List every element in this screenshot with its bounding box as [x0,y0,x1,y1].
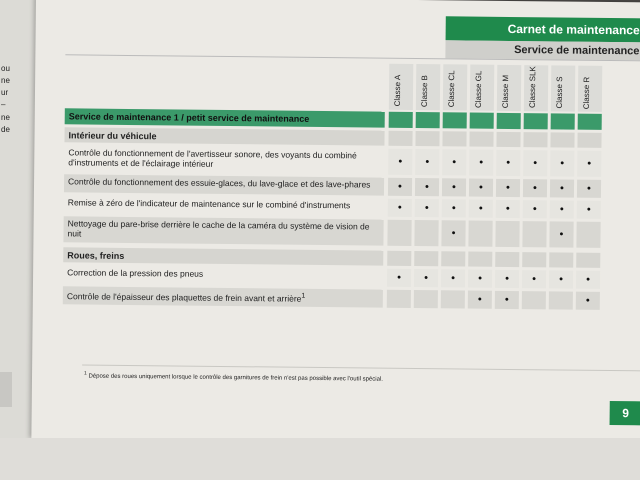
row-label [63,265,383,286]
column-header-label: Classe B [419,75,430,108]
check-cell [495,270,519,288]
footnote-marker: 1 [84,370,87,377]
check-cell [549,221,573,247]
check-dot: • [398,155,403,168]
row-label-text: Intérieur du véhicule [68,130,157,142]
check-cell [523,150,547,176]
table-row [63,216,635,248]
check-cell [576,222,600,248]
check-cell [496,150,520,176]
check-cell [388,149,412,175]
check-cell [443,112,467,128]
check-cell [469,150,493,176]
check-dot: • [477,293,482,306]
column-header-label: Classe A [392,75,403,107]
check-cell [576,292,600,310]
check-cell [549,252,573,267]
row-label-text: Correction de la pression des pneus [67,267,204,279]
check-cell [469,179,493,197]
check-dot: • [532,203,537,216]
check-dot: • [506,181,511,194]
check-cell [550,132,574,147]
row-label [63,216,383,245]
row-label [64,145,384,174]
left-page-fragment: de [1,125,10,134]
check-dot: • [559,273,564,286]
check-cell [550,200,574,218]
check-cell [550,179,574,197]
check-dot: • [451,202,456,215]
check-dot: • [398,180,403,193]
check-dot: • [478,202,483,215]
check-cell [551,113,575,129]
check-dot: • [478,272,483,285]
check-cell [389,112,413,128]
check-cell [415,178,439,196]
check-dot: • [559,228,564,241]
check-cell [468,252,492,267]
check-cell [388,131,412,146]
check-cell [387,251,411,266]
row-label-text: Contrôle du fonctionnement des essuie-glaces, du lave-glace et des lave-phares [68,176,371,190]
check-cell [387,220,411,246]
check-dot: • [397,271,402,284]
check-dot: • [533,182,537,195]
table-row [64,145,636,177]
check-dot: • [424,202,429,215]
left-page-fragment: – [1,100,6,109]
column-header [578,66,602,112]
footnote-text: Dépose des roues uniquement lorsque le contrôle des garnitures de frein n'est pas possible avec l'outil spécial. [88,373,383,383]
column-header-label: Classe SLK [527,66,538,109]
check-dot: • [585,294,590,307]
check-cell [388,199,412,217]
check-dot: • [506,156,511,169]
check-cell [442,199,466,217]
check-cell [470,113,494,129]
check-dot: • [532,273,537,286]
row-label-text: Roues, freins [67,250,125,261]
check-cell [578,114,602,130]
check-cell [441,251,465,266]
check-cell [442,149,466,175]
left-page-grey-box [0,372,12,407]
check-dot: • [586,203,591,216]
maintenance-table [65,60,637,307]
check-cell [522,291,546,309]
row-label-text: Service de maintenance 1 / petit service de maintenance [68,111,310,124]
left-page-fragment: ou [1,64,10,73]
check-cell [415,149,439,175]
check-cell [495,252,519,267]
check-cell [414,290,438,308]
check-cell [414,269,438,287]
header-subtitle: Service de maintenance [445,40,640,60]
check-cell [442,178,466,196]
left-page-fragment: ur [1,88,9,97]
footnote-reference: 1 [301,291,306,300]
column-header [470,65,494,111]
check-cell [496,200,520,218]
column-header [389,64,413,110]
table-row [64,195,636,219]
check-cell [576,271,600,289]
check-cell [388,178,412,196]
check-cell [549,291,573,309]
table-title-row [65,108,637,130]
check-cell [468,291,492,309]
check-cell [414,251,438,266]
check-dot: • [533,157,538,170]
check-dot: • [479,181,484,194]
footnote [84,371,484,384]
check-dot: • [452,156,457,169]
row-label-text: Remise à zéro de l'indicateur de maintenance sur le combiné d'instruments [67,197,351,211]
check-cell [441,269,465,287]
check-dot: • [424,272,429,285]
check-dot: • [587,182,591,195]
check-cell [522,270,546,288]
check-cell [415,131,439,146]
check-dot: • [425,181,430,194]
check-cell [496,132,520,147]
check-cell [550,150,574,176]
column-header-label: Classe M [500,74,511,108]
check-cell [496,179,520,197]
column-header [497,65,521,111]
check-cell [523,200,547,218]
check-cell [524,113,548,129]
check-dot: • [560,157,565,170]
check-cell [387,290,411,308]
check-cell [468,221,492,247]
check-dot: • [586,273,591,286]
check-cell [577,180,601,198]
check-cell [469,200,493,218]
table-row [63,265,635,289]
check-cell [441,220,465,246]
column-header-label: Classe CL [446,70,457,108]
column-header-label: Classe R [581,76,592,109]
check-cell [549,270,573,288]
column-header [416,64,440,110]
check-dot: • [504,293,509,306]
check-dot: • [451,272,456,285]
section-heading-row [63,247,635,268]
column-header [551,65,575,111]
check-cell [577,151,601,177]
page-number: 9 [610,401,640,425]
row-label [63,247,383,265]
check-cell [577,133,601,148]
header-title: Carnet de maintenance [446,16,640,42]
check-dot: • [505,202,510,215]
check-cell [468,270,492,288]
table-surface [0,438,640,480]
table-row [63,286,635,310]
check-cell [387,269,411,287]
check-cell [522,221,546,247]
check-cell [416,112,440,128]
check-dot: • [452,181,457,194]
check-cell [469,132,493,147]
check-dot: • [587,157,592,170]
row-label [64,195,384,216]
check-cell [523,132,547,147]
check-cell [497,113,521,129]
check-cell [415,199,439,217]
check-dot: • [425,156,430,169]
check-cell [576,253,600,268]
check-dot: • [451,227,456,240]
check-cell [414,220,438,246]
left-page-fragment: ne [1,113,10,122]
check-cell [441,290,465,308]
row-label [63,286,383,307]
left-page-fragment: ne [1,76,10,85]
row-label-text: Contrôle du fonctionnement de l'avertisseur sonore, des voyants du combiné d'instruments et de l'éclairage intérieur [68,147,357,169]
check-cell [522,252,546,267]
row-label [65,108,385,127]
check-dot: • [397,201,402,214]
section-heading-row [64,127,636,148]
row-label-text: Contrôle de l'épaisseur des plaquettes de frein avant et arrière [66,291,302,304]
column-header [443,64,467,110]
row-label [64,174,384,195]
check-dot: • [479,156,484,169]
check-dot: • [560,182,564,195]
row-label-text: Nettoyage du pare-brise derrière le cache de la caméra du système de vision de nuit [67,218,370,239]
check-cell [495,291,519,309]
check-cell [577,201,601,219]
check-cell [523,179,547,197]
column-header [524,65,548,111]
table-row [64,174,636,198]
check-dot: • [559,203,564,216]
manual-page [31,0,640,444]
check-dot: • [505,272,510,285]
column-header-label: Classe GL [473,70,484,108]
column-header-label: Classe S [554,76,565,109]
check-cell [495,221,519,247]
check-cell [442,131,466,146]
row-label [64,127,384,145]
footnote-divider [82,365,640,372]
